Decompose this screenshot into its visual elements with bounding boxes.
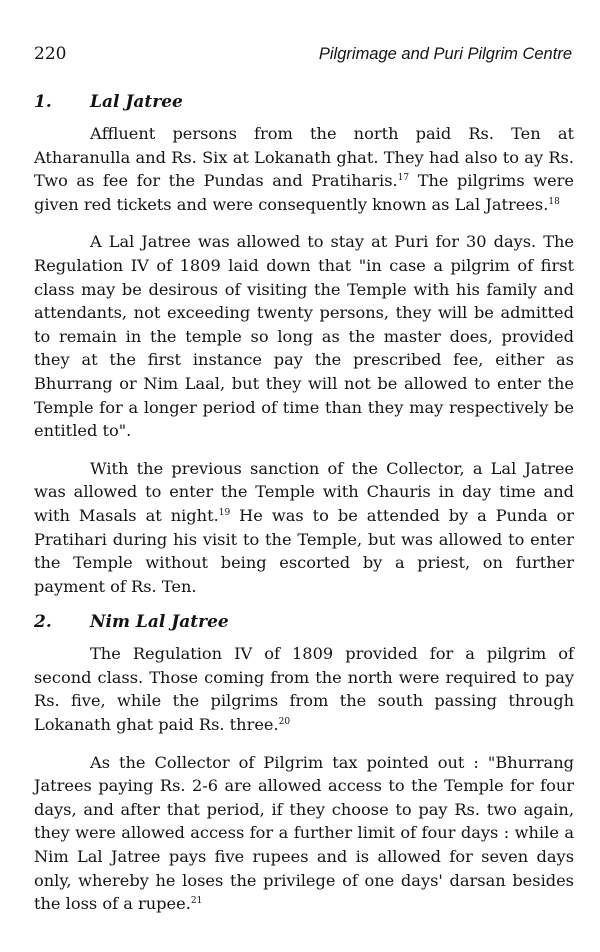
paragraph (34, 751, 574, 916)
section-title: Nim Lal Jatree (90, 612, 229, 633)
footnote-marker: 17 (397, 173, 410, 184)
paragraph (34, 122, 574, 216)
section-heading-nim-lal-jatree (34, 612, 574, 632)
page-number: 220 (34, 44, 67, 64)
page-body (34, 92, 574, 930)
section-number: 2. (34, 612, 52, 633)
paragraph-text: The pilgrims were given red tickets and were consequently known as Lal Jatrees. (34, 171, 574, 214)
page-header (34, 44, 572, 64)
paragraph-text: The Regulation IV of 1809 provided for a pilgrim of second class. Those coming from the north were required to pay Rs. five, while the pilgrims from the south passing through Lokanath ghat paid Rs. three. (34, 644, 574, 735)
paragraph-text: A Lal Jatree was allowed to stay at Puri for 30 days. The Regulation IV of 1809 laid down that "in case a pilgrim of first class may be desirous of visiting the Temple with his family and attendants, not exceeding twenty persons, they will be admitted to remain in the temple so long as the master does, provided they at the first instance pay the prescribed fee, either as Bhurrang or Nim Laal, but they will not be allowed to enter the Temple for a longer period of time than they may respectively be entitled to". (34, 232, 574, 441)
footnote-marker: 18 (548, 196, 560, 207)
running-title: Pilgrimage and Puri Pilgrim Centre (318, 45, 572, 63)
paragraph-text: As the Collector of Pilgrim tax pointed out : "Bhurrang Jatrees paying Rs. 2-6 are allowed access to the Temple for four days, and after that period, if they choose to pay Rs. two again, they were allowed access for a further limit of four days : while a Nim Lal Jatree pays five rupees and is allowed for seven days only, whereby he loses the privilege of one days' darsan besides the loss of a rupee. (34, 752, 574, 914)
paragraph (34, 230, 574, 442)
section-number: 1. (34, 92, 52, 112)
paragraph-text: Affluent persons from the north paid Rs. Ten at Atharanulla and Rs. Six at Lokanath ghat. They had also to ay Rs. Two as fee for the Pundas and Pratiharis. (34, 124, 574, 191)
paragraph (34, 642, 574, 736)
paragraph-text: With the previous sanction of the Collector, a Lal Jatree was allowed to enter the Temple with Chauris in day time and with Masals at night. (34, 458, 574, 525)
paragraph-text: He was to be attended by a Punda or Pratihari during his visit to the Temple, but was allowed to enter the Temple without being escorted by a priest, on further payment of Rs. Ten. (34, 505, 575, 596)
footnote-marker: 19 (218, 507, 231, 518)
paragraph (34, 457, 574, 599)
section-heading-lal-jatree (34, 92, 574, 112)
footnote-marker: 20 (278, 717, 291, 728)
section-title: Lal Jatree (90, 92, 183, 112)
footnote-marker: 21 (190, 896, 203, 907)
